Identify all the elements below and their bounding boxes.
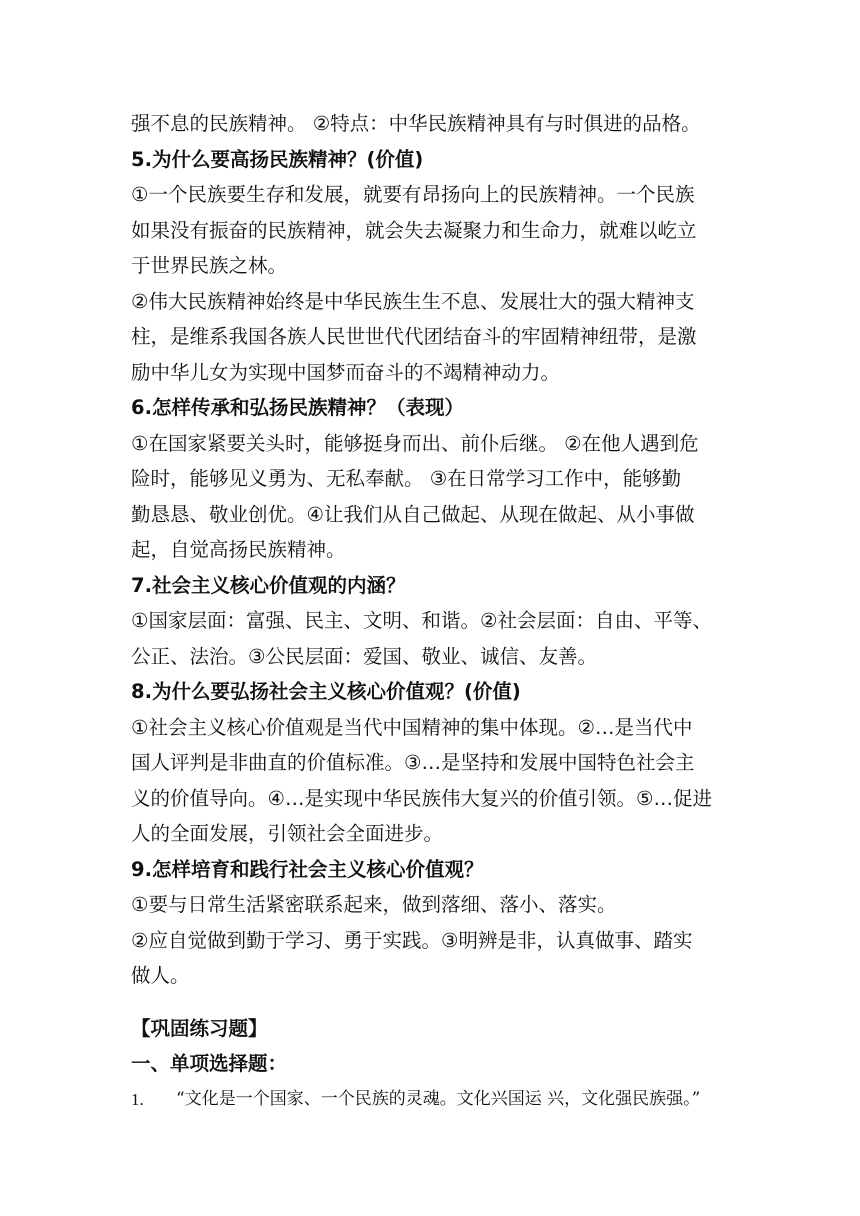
text-line: 于世界民族之林。: [131, 254, 288, 277]
text-line: 柱，是维系我国各族人民世世代代团结奋斗的牢固精神纽带，是激: [131, 325, 697, 348]
document-page: [131, 106, 736, 1117]
exercise-section-title: 【巩固练习题】: [131, 1016, 268, 1040]
text-line: ①要与日常生活紧密联系起来，做到落细、落小、落实。: [131, 893, 617, 916]
text-line: ①国家层面：富强、民主、文明、和谐。②社会层面：自由、平等、: [131, 609, 712, 632]
text-line: ①社会主义核心价值观是当代中国精神的集中体现。②…是当代中: [131, 715, 693, 739]
text-line: 公正、法治。③公民层面：爱国、敬业、诚信、友善。: [131, 644, 597, 668]
question-heading-5: 5.为什么要高扬民族精神？(价值): [131, 147, 424, 171]
text-line: 人的全面发展，引领社会全面进步。: [131, 822, 444, 845]
text-line: ①一个民族要生存和发展，就要有昂扬向上的民族精神。一个民族: [131, 183, 695, 206]
text-line: ②应自觉做到勤于学习、勇于实践。③明辨是非，认真做事、踏实: [131, 928, 693, 952]
text-line: 义的价值导向。④…是实现中华民族伟大复兴的价值引领。⑤…促进: [131, 786, 712, 810]
text-line: 如果没有振奋的民族精神，就会失去凝聚力和生命力，就难以屹立: [131, 218, 697, 242]
question-heading-7: 7.社会主义核心价值观的内涵？: [131, 573, 406, 597]
text-line: 勤恳恳、敬业创优。④让我们从自己做起、从现在做起、从小事做: [131, 502, 695, 526]
question-heading-9: 9.怎样培育和践行社会主义核心价值观？: [131, 857, 484, 881]
notes-section: [131, 106, 736, 994]
section-spacer: [131, 994, 736, 1011]
question-item: [131, 1082, 736, 1117]
text-line: 险时，能够见义勇为、无私奉献。 ③在日常学习工作中，能够勤: [131, 467, 682, 490]
question-text: “文化是一个国家、一个民族的灵魂。文化兴国运 兴，文化强民族强。”: [176, 1088, 701, 1109]
question-number: 1.: [131, 1089, 144, 1109]
text-line: 强不息的民族精神。 ②特点：中华民族精神具有与时俱进的品格。: [131, 112, 701, 135]
text-line: ①在国家紧要关头时，能够挺身而出、前仆后继。 ②在他人遇到危: [131, 431, 699, 455]
text-line: 励中华儿女为实现中国梦而奋斗的不竭精神动力。: [131, 360, 561, 384]
question-heading-8: 8.为什么要弘扬社会主义核心价值观？(价值): [131, 680, 521, 703]
text-line: 国人评判是非曲直的价值标准。③…是坚持和发展中国特色社会主: [131, 751, 695, 774]
exercise-section: [131, 1011, 736, 1117]
text-line: ②伟大民族精神始终是中华民族生生不息、发展壮大的强大精神支: [131, 289, 695, 313]
text-line: 起，自觉高扬民族精神。: [131, 538, 346, 561]
question-heading-6: 6.怎样传承和弘扬民族精神？（表现）: [131, 396, 464, 419]
text-line: 做人。: [131, 964, 190, 987]
exercise-subsection-title: 一、单项选择题：: [131, 1052, 288, 1075]
